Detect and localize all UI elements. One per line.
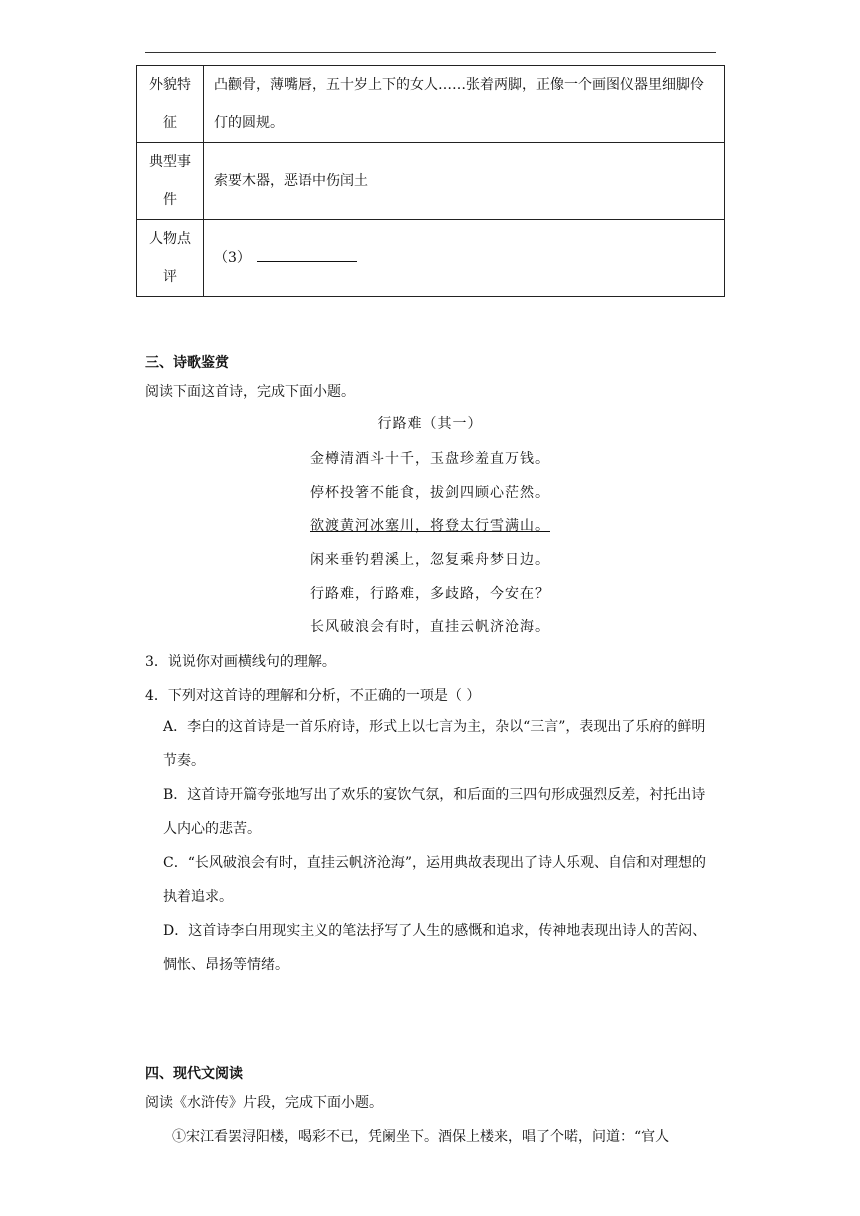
header-rule: [145, 52, 716, 53]
row-label: 典型事件: [137, 143, 204, 220]
table-row: [137, 66, 725, 143]
row-value: 凸颧骨，薄嘴唇，五十岁上下的女人……张着两脚，正像一个画图仪器里细脚伶仃的圆规。: [204, 66, 725, 143]
question-3: 3．说说你对画横线句的理解。: [145, 654, 336, 670]
poem-line: 停杯投箸不能食，拔剑四顾心茫然。: [310, 485, 550, 501]
character-table: [136, 65, 725, 297]
section3-intro: 阅读下面这首诗，完成下面小题。: [145, 384, 355, 400]
row-value: 索要木器，恶语中伤闰土: [204, 143, 725, 220]
poem-line: 金樽清酒斗十千，玉盘珍羞直万钱。: [310, 451, 550, 467]
option-b[interactable]: B．这首诗开篇夸张地写出了欢乐的宴饮气氛，和后面的三四句形成强烈反差，衬托出诗人内心的悲苦。: [163, 787, 706, 837]
section4-heading: 四、现代文阅读: [145, 1066, 243, 1082]
option-d[interactable]: D．这首诗李白用现实主义的笔法抒写了人生的感慨和追求，传神地表现出诗人的苦闷、惆怅、昂扬等情绪。: [163, 923, 707, 973]
option-c[interactable]: C．“长风破浪会有时，直挂云帆济沧海”，运用典故表现出了诗人乐观、自信和对理想的执着追求。: [163, 855, 707, 905]
question-4: 4．下列对这首诗的理解和分析，不正确的一项是（ ）: [145, 688, 481, 704]
table-row: [137, 220, 725, 297]
poem-line-underlined: 欲渡黄河冰塞川，将登太行雪满山。: [310, 518, 550, 534]
row-value: [204, 220, 725, 297]
row-label: 人物点评: [137, 220, 204, 297]
option-a[interactable]: A．李白的这首诗是一首乐府诗，形式上以七言为主，杂以“三言”，表现出了乐府的鲜明节奏。: [163, 719, 706, 769]
section3-heading: 三、诗歌鉴赏: [145, 355, 229, 371]
poem-title: 行路难（其一）: [377, 416, 483, 432]
passage-paragraph: ①宋江看罢浔阳楼，喝彩不已，凭阑坐下。酒保上楼来，唱了个喏，问道：“官人: [172, 1129, 670, 1145]
answer-number: （3）: [214, 250, 251, 266]
poem-line: 闲来垂钓碧溪上，忽复乘舟梦日边。: [310, 552, 550, 568]
answer-blank[interactable]: [257, 247, 357, 262]
row-label: 外貌特征: [137, 66, 204, 143]
section4-intro: 阅读《水浒传》片段，完成下面小题。: [145, 1095, 383, 1111]
table-row: [137, 143, 725, 220]
poem-line: 长风破浪会有时，直挂云帆济沧海。: [310, 619, 550, 635]
poem-line: 行路难，行路难，多歧路，今安在？: [310, 586, 550, 602]
